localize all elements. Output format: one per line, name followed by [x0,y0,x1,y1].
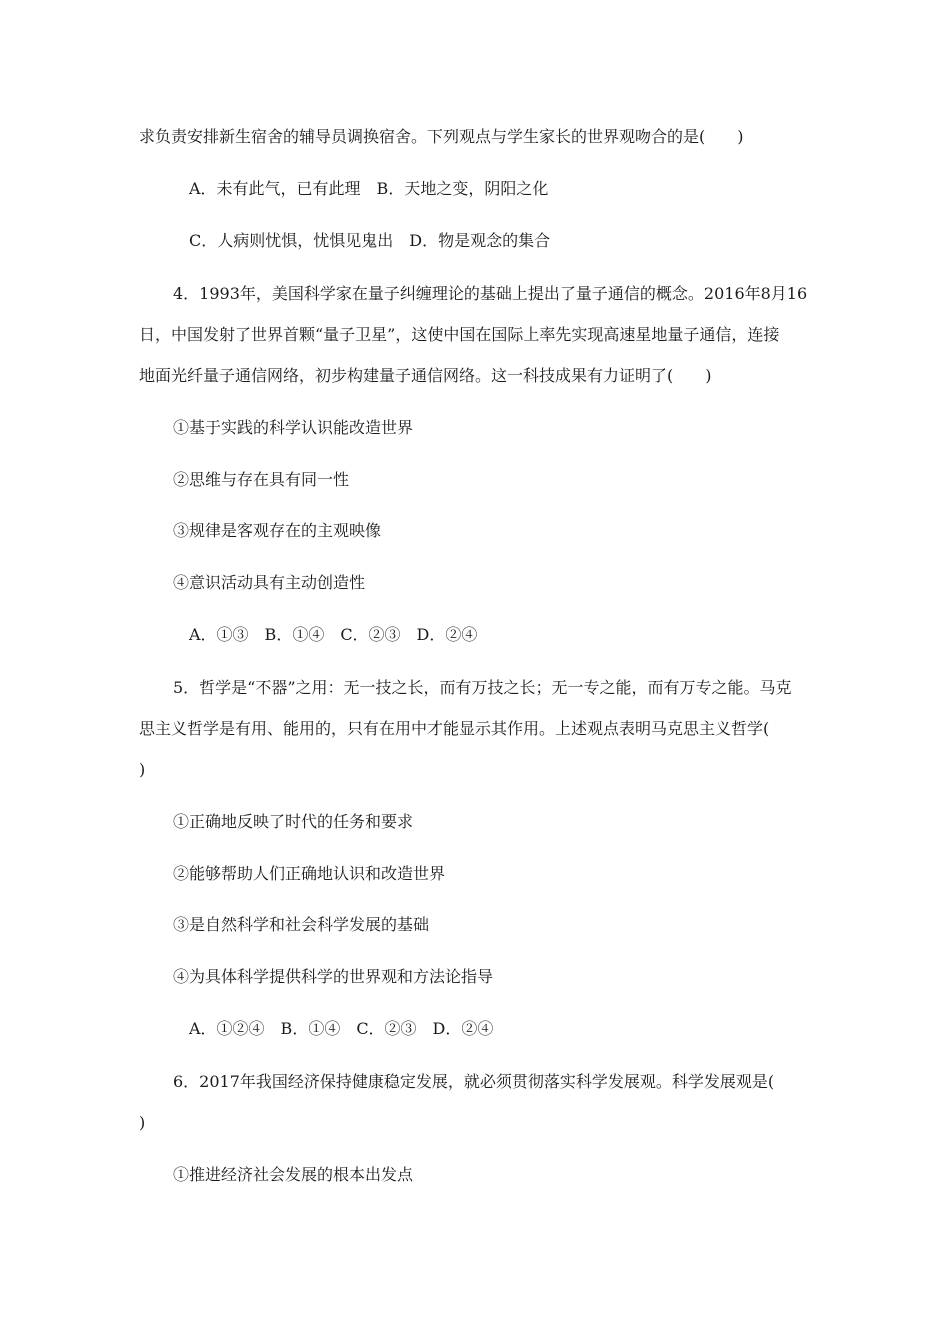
q5-item-3: ③是自然科学和社会科学发展的基础 [173,915,430,934]
q6-item-1: ①推进经济社会发展的根本出发点 [173,1165,414,1184]
q5-stem-line1: 5．哲学是“不器”之用：无一技之长，而有万技之长；无一专之能，而有万专之能。马克 [173,678,792,697]
q5-options: A．①②④ B．①④ C．②③ D．②④ [189,1019,494,1038]
q3-options-row1: A．未有此气，已有此理 B．天地之变，阴阳之化 [189,179,549,198]
q6-stem-line2: ) [139,1113,146,1132]
q5-item-1: ①正确地反映了时代的任务和要求 [173,812,414,831]
q4-stem-line1: 4．1993年，美国科学家在量子纠缠理论的基础上提出了量子通信的概念。2016年8月16 [173,284,808,303]
q6-stem-line1: 6．2017年我国经济保持健康稳定发展，就必须贯彻落实科学发展观。科学发展观是( [173,1072,775,1091]
q4-options: A．①③ B．①④ C．②③ D．②④ [189,625,478,644]
q5-item-2: ②能够帮助人们正确地认识和改造世界 [173,864,446,883]
q5-stem-line2: 思主义哲学是有用、能用的，只有在用中才能显示其作用。上述观点表明马克思主义哲学( [139,719,770,738]
q4-item-2: ②思维与存在具有同一性 [173,470,350,489]
q4-stem-line2: 日，中国发射了世界首颗“量子卫星”，这使中国在国际上率先实现高速星地量子通信，连接 [139,325,780,344]
q3-stem-continuation: 求负责安排新生宿舍的辅导员调换宿舍。下列观点与学生家长的世界观吻合的是( ) [139,127,744,146]
q5-stem-line3: ) [139,760,146,779]
q3-options-row2: C．人病则忧惧，忧惧见鬼出 D．物是观念的集合 [189,231,551,250]
q4-item-1: ①基于实践的科学认识能改造世界 [173,418,414,437]
q4-item-4: ④意识活动具有主动创造性 [173,573,366,592]
q5-item-4: ④为具体科学提供科学的世界观和方法论指导 [173,967,494,986]
q4-item-3: ③规律是客观存在的主观映像 [173,521,382,540]
q4-stem-line3: 地面光纤量子通信网络，初步构建量子通信网络。这一科技成果有力证明了( ) [139,366,712,385]
